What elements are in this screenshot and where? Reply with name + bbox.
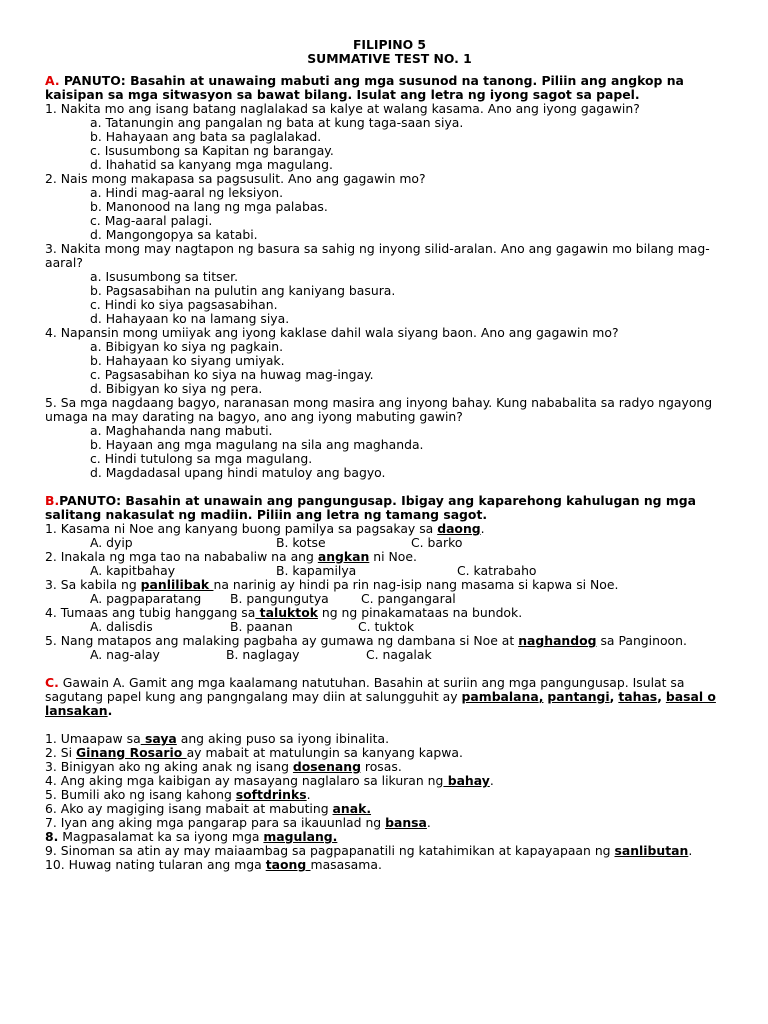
choice: d. Ihahatid sa kanyang mga magulang. [90, 157, 333, 172]
section-b-items [45, 522, 734, 662]
question: 3. Sa kabila ng panlilibak na narinig ay hindi pa rin nag-isip nang masama si kapwa si Noe. A. pagpaparatang B. pangungutya C. pangangaral [45, 577, 619, 606]
question: 1. Kasama ni Noe ang kanyang buong pamilya sa pagsakay sa daong. A. dyip B. kotse C. barko [45, 521, 485, 550]
noun-kind: basal o lansakan [45, 689, 716, 718]
question: 5. Sa mga nagdaang bagyo, naranasan mong masira ang inyong bahay. Kung nababalita sa radyo ngayong umaga na may darating na bagyo, ano ang iyong mabuting gawin? a. Maghahanda nang mabuti. b. Hayaan ang mga magulang na sila ang maghanda. c. Hindi tutulong sa mga magulang. d. Magdadasal upang hindi matuloy ang bagyo. [45, 396, 734, 480]
page-title: FILIPINO 5 [352, 37, 427, 52]
choice: B. kotse [276, 535, 326, 550]
emphasized-word: daong [437, 521, 481, 536]
emphasized-word: bansa [385, 815, 427, 830]
choice: a. Maghahanda nang mabuti. [90, 423, 273, 438]
emphasized-word: anak. [332, 801, 372, 816]
emphasized-word: softdrinks [235, 787, 307, 802]
question: 1. Umaapaw sa saya ang aking puso sa iyong ibinalita. [45, 731, 390, 746]
question: 10. Huwag nating tularan ang mga taong masasama. [45, 857, 382, 872]
choice: c. Pagsasabihan ko siya na huwag mag-ingay. [90, 367, 374, 382]
emphasized-word: taong [265, 857, 311, 872]
emphasized-word: magulang. [263, 829, 338, 844]
choice: A. pagpaparatang [90, 591, 202, 606]
choice: c. Hindi ko siya pagsasabihan. [90, 297, 278, 312]
section-b-instruction: B.PANUTO: Basahin at unawain ang pangungusap. Ibigay ang kaparehong kahulugan ng mga salitang nakasulat ng madiin. Piliin ang letra ng tamang sagot. [45, 493, 696, 522]
noun-kind: tahas [618, 689, 658, 704]
page-subtitle: SUMMATIVE TEST NO. 1 [307, 51, 472, 66]
choice: B. naglagay [226, 647, 300, 662]
question: 4. Napansin mong umiiyak ang iyong kaklase dahil wala siyang baon. Ano ang gagawin mo? a. Bibigyan ko siya ng pagkain. b. Hahayaan ko siyang umiyak. c. Pagsasabihan ko siya na huwag mag-ingay. d. Bibigyan ko siya ng pera. [45, 326, 734, 396]
choice: b. Hahayaan ang bata sa paglalakad. [90, 129, 322, 144]
section-a-questions [45, 102, 734, 480]
choice: C. barko [411, 535, 463, 550]
choice: C. nagalak [366, 647, 432, 662]
question: 6. Ako ay magiging isang mabait at mabuting anak. [45, 801, 372, 816]
choice: A. kapitbahay [90, 563, 176, 578]
choice: A. dalisdis [90, 619, 153, 634]
choice: b. Hahayaan ko siyang umiyak. [90, 353, 285, 368]
noun-kind: pambalana [461, 689, 539, 704]
emphasized-word: panlilibak [140, 577, 214, 592]
choice: d. Mangongopya sa katabi. [90, 227, 258, 242]
choice: d. Hahayaan ko na lamang siya. [90, 311, 290, 326]
question: 1. Nakita mo ang isang batang naglalakad sa kalye at walang kasama. Ano ang iyong gagawin? a. Tatanungin ang pangalan ng bata at kung taga-saan siya. b. Hahayaan ang bata sa paglalakad. c. Isusumbong sa Kapitan ng barangay. d. Ihahatid sa kanyang mga magulang. [45, 102, 734, 172]
emphasized-word: saya [140, 731, 177, 746]
choice: A. nag-alay [90, 647, 160, 662]
question: 4. Ang aking mga kaibigan ay masayang naglalaro sa likuran ng bahay. [45, 773, 494, 788]
question: 9. Sinoman sa atin ay may maiaambag sa pagpapanatili ng katahimikan at kapayapaan ng sanlibutan. [45, 843, 693, 858]
choice: d. Bibigyan ko siya ng pera. [90, 381, 263, 396]
choice: B. kapamilya [276, 563, 357, 578]
question: 8. Magpasalamat ka sa iyong mga magulang. [45, 829, 338, 844]
section-c-letter: C. [45, 675, 59, 690]
question: 3. Binigyan ako ng aking anak ng isang dosenang rosas. [45, 759, 402, 774]
choice: a. Tatanungin ang pangalan ng bata at kung taga-saan siya. [90, 115, 464, 130]
question: 4. Tumaas ang tubig hanggang sa taluktok ng ng pinakamataas na bundok. A. dalisdis B. paanan C. tuktok [45, 605, 523, 634]
section-c-instruction: C. Gawain A. Gamit ang mga kaalamang natutuhan. Basahin at suriin ang mga pangungusap. Isulat sa sagutang papel kung ang pangngalang may diin at salungguhit ay pambalana, pantangi, tahas, basal o lansakan. [45, 675, 716, 718]
emphasized-word: sanlibutan [614, 843, 689, 858]
question: 2. Inakala ng mga tao na nababaliw na ang angkan ni Noe. A. kapitbahay B. kapamilya C. katrabaho [45, 549, 537, 578]
choice: b. Manonood na lang ng mga palabas. [90, 199, 328, 214]
choice: c. Mag-aaral palagi. [90, 213, 213, 228]
emphasized-word: dosenang [292, 759, 361, 774]
choice: d. Magdadasal upang hindi matuloy ang bagyo. [90, 465, 386, 480]
choice: C. pangangaral [361, 591, 456, 606]
question: 7. Iyan ang aking mga pangarap para sa ikauunlad ng bansa. [45, 815, 431, 830]
section-a-instruction: A. PANUTO: Basahin at unawaing mabuti ang mga susunod na tanong. Piliin ang angkop na kaisipan sa mga sitwasyon sa bawat bilang. Isulat ang letra ng iyong sagot sa papel. [45, 73, 684, 102]
emphasized-word: bahay [443, 773, 490, 788]
choice: c. Hindi tutulong sa mga magulang. [90, 451, 313, 466]
emphasized-word: taluktok [255, 605, 318, 620]
choice: B. pangungutya [230, 591, 329, 606]
emphasized-word: angkan [317, 549, 370, 564]
question: 5. Bumili ako ng isang kahong softdrinks. [45, 787, 311, 802]
choice: C. tuktok [358, 619, 415, 634]
choice: b. Hayaan ang mga magulang na sila ang maghanda. [90, 437, 424, 452]
noun-kind: pantangi [547, 689, 610, 704]
choice: A. dyip [90, 535, 133, 550]
emphasized-word: Ginang Rosario [76, 745, 187, 760]
question: 2. Nais mong makapasa sa pagsusulit. Ano ang gagawin mo? a. Hindi mag-aaral ng leksiyon. b. Manonood na lang ng mga palabas. c. Mag-aaral palagi. d. Mangongopya sa katabi. [45, 172, 734, 242]
section-c-items [45, 732, 734, 872]
question: 3. Nakita mong may nagtapon ng basura sa sahig ng inyong silid-aralan. Ano ang gagawin mo bilang mag-aaral? a. Isusumbong sa titser. b. Pagsasabihan na pulutin ang kaniyang basura. c. Hindi ko siya pagsasabihan. d. Hahayaan ko na lamang siya. [45, 242, 734, 326]
choice: b. Pagsasabihan na pulutin ang kaniyang basura. [90, 283, 396, 298]
choice: a. Hindi mag-aaral ng leksiyon. [90, 185, 284, 200]
section-a-letter: A. [45, 73, 60, 88]
emphasized-word: naghandog [518, 633, 597, 648]
choice: c. Isusumbong sa Kapitan ng barangay. [90, 143, 334, 158]
choice: B. paanan [230, 619, 293, 634]
choice: a. Isusumbong sa titser. [90, 269, 239, 284]
question: 2. Si Ginang Rosario ay mabait at matulungin sa kanyang kapwa. [45, 745, 463, 760]
question: 5. Nang matapos ang malaking pagbaha ay gumawa ng dambana si Noe at naghandog sa Panginoon. A. nag-alay B. naglagay C. nagalak [45, 633, 687, 662]
section-b-letter: B. [45, 493, 60, 508]
choice: C. katrabaho [457, 563, 537, 578]
choice: a. Bibigyan ko siya ng pagkain. [90, 339, 284, 354]
